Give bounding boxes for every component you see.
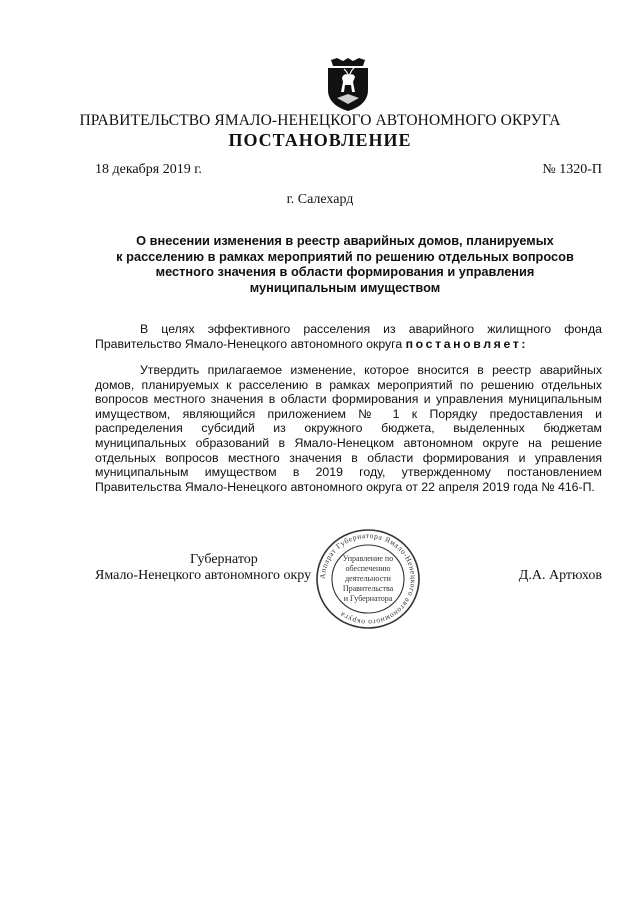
stamp-line: деятельности [345,574,391,583]
stamp-ring-text: Аппарат Губернатора Ямало-Ненецкого автономного округа [317,530,419,628]
document-title [100,233,590,295]
title-line: к расселению в рамках мероприятий по решению отдельных вопросов [116,248,574,264]
title-line: муниципальным имуществом [249,279,441,295]
signatory-title: Губернатор [190,552,258,567]
organization-header: ПРАВИТЕЛЬСТВО ЯМАЛО-НЕНЕЦКОГО АВТОНОМНОГО ОКРУГА [79,112,561,129]
signatory-name: Д.А. Артюхов [518,568,602,583]
document-date: 18 декабря 2019 г. [95,162,202,177]
operative-paragraph: Утвердить прилагаемое изменение, которое вносится в реестр аварийных домов, планируемых к расселению в рамках мероприятий по решению отдельных вопросов местного значения в области формирования и управления муниципальным имуществом, являющийся приложением № 1 к Порядку предоставления и распределения субсидий из окружного бюджета, выделенных бюджетам муниципальных образований в Ямало-Ненецком автономном округе на решение отдельных вопросов местного значения в области формирования и управления муниципальным имуществом в 2019 году, утвержденному постановлением Правительства Ямало-Ненецкого автономного округа от 22 апреля 2019 года № 416-П. [95,363,602,494]
stamp-line: обеспечению [345,564,391,573]
stamp-line: и Губернатора [343,594,393,603]
title-line: местного значения в области формирования и управления [155,264,535,279]
document-city: г. Салехард [286,192,354,207]
stamp-line: Управление по [342,554,394,563]
decree-word: постановляет: [405,336,529,351]
title-line: О внесении изменения в реестр аварийных домов, планируемых [136,233,554,248]
preamble-text: В целях эффективного расселения из аварийного жилищного фонда Правительство Ямало-Ненецкого автономного округа [95,322,602,351]
document-number: № 1320-П [542,162,602,177]
yanao-coat-of-arms-icon [325,58,371,112]
stamp-line: Правительства [342,584,394,593]
document-type: ПОСТАНОВЛЕНИЕ [228,130,412,150]
signatory-organization: Ямало-Ненецкого автономного окру [95,568,312,583]
official-stamp [315,528,421,630]
preamble-paragraph [95,322,602,351]
